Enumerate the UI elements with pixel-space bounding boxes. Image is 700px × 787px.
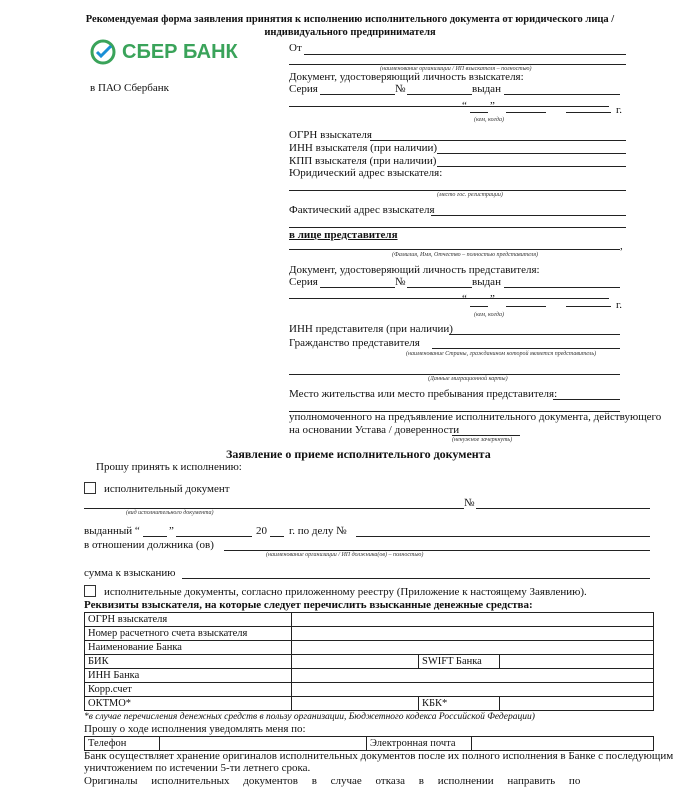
issued-day-field[interactable] [143, 536, 167, 537]
logo-text: СБЕР БАНК [122, 40, 238, 63]
basis-field[interactable] [452, 435, 520, 436]
exec-doc-number-label: № [464, 497, 475, 509]
rep-doc-series-field[interactable] [320, 287, 395, 288]
debtor-field[interactable] [224, 550, 650, 551]
exec-doc-checkbox[interactable] [84, 482, 96, 494]
representative-label: в лице представителя [289, 229, 398, 241]
rep-doc-year-field[interactable] [566, 306, 611, 307]
citizenship-label: Гражданство представителя [289, 337, 420, 349]
legal-address-field[interactable] [289, 190, 626, 191]
rep-doc-label: Документ, удостоверяющий личность представителя: [289, 264, 540, 276]
sber-logo [90, 38, 238, 66]
notify-table [84, 736, 654, 751]
req-bik-label: БИК [85, 655, 292, 669]
kpp-label: КПП взыскателя (при наличии) [289, 155, 437, 167]
rep-doc-issued: выдан [472, 276, 501, 288]
rep-doc-series: Серия [289, 276, 318, 288]
issued-month-field[interactable] [176, 536, 252, 537]
rep-doc-number-field[interactable] [407, 287, 472, 288]
exec-doc-number-field[interactable] [476, 508, 650, 509]
req-swift-label: SWIFT Банка [419, 655, 500, 669]
req-corr-label: Корр.счет [85, 683, 292, 697]
footnote: *в случае перечисления денежных средств в пользу организации, Бюджетного кодекса Российской Федерации) [84, 712, 535, 722]
kpp-field[interactable] [437, 166, 626, 167]
actual-address-field-2[interactable] [289, 227, 626, 228]
notify-label: Прошу о ходе исполнения уведомлять меня по: [84, 723, 306, 735]
basis-hint: (ненужное зачеркнуть) [452, 437, 513, 443]
rep-inn-label: ИНН представителя (при наличии) [289, 323, 453, 335]
rep-inn-field[interactable] [449, 334, 620, 335]
from-field[interactable] [304, 54, 626, 55]
req-corr-field[interactable] [292, 683, 654, 697]
representative-hint: (Фамилия, Имя, Отчество – полностью представителя) [392, 252, 539, 258]
issued-mid: ” [169, 525, 174, 537]
exec-doc-hint: (вид исполнительного документа) [126, 510, 214, 516]
table-row [85, 613, 654, 627]
ogrn-field[interactable] [370, 140, 626, 141]
case-label: г. по делу № [289, 525, 347, 537]
req-ogrn-label: ОГРН взыскателя [85, 613, 292, 627]
requisites-title: Реквизиты взыскателя, на которые следует перечислить взысканные денежные средства: [84, 599, 533, 611]
authorized-text: уполномоченного на предъявление исполнительного документа, действующего [289, 411, 662, 423]
doc1-year: г. [616, 104, 623, 116]
req-inn-bank-field[interactable] [292, 669, 654, 683]
migration-card-hint: (Данные миграционной карты) [428, 376, 508, 382]
exec-doc-type-field[interactable] [84, 508, 464, 509]
doc1-series: Серия [289, 83, 318, 95]
legal-address-hint: (место гос. регистрации) [437, 192, 503, 198]
closing-line1: Банк осуществляет хранение оригиналов исполнительных документов после их полного исполнения в Банке с последующим [84, 750, 674, 762]
issued-year20: 20 [256, 525, 267, 537]
rep-doc-hint: (кем, когда) [474, 312, 504, 318]
doc1-year-field[interactable] [566, 112, 611, 113]
req-ogrn-field[interactable] [292, 613, 654, 627]
inn-label: ИНН взыскателя (при наличии) [289, 142, 438, 154]
form-title-line1: Рекомендуемая форма заявления принятия к исполнению исполнительного документа от юридического лица / [85, 14, 615, 25]
migration-card-field[interactable] [289, 374, 620, 375]
rep-doc-year: г. [616, 299, 623, 311]
closing-line3: Оригиналы исполнительных документов в случае отказа в исполнении направить по [84, 775, 581, 787]
doc1-month-field[interactable] [506, 112, 546, 113]
basis-text: на основании Устава / доверенности [289, 424, 460, 436]
rep-doc-date-open: “ [462, 293, 467, 305]
req-bank-name-label: Наименование Банка [85, 641, 292, 655]
req-kbk-label: КБК* [419, 697, 500, 711]
doc1-issued: выдан [472, 83, 501, 95]
doc1-date-close: ” [490, 100, 495, 112]
from-hint: (наименование организации / ИП взыскателя – полностью) [380, 66, 532, 72]
req-bik-field[interactable] [292, 655, 419, 669]
amount-field[interactable] [182, 578, 650, 579]
inn-field[interactable] [437, 153, 626, 154]
actual-address-field[interactable] [431, 215, 626, 216]
table-row [85, 683, 654, 697]
issued-label: выданный “ [84, 525, 140, 537]
rep-doc-date-close: ” [490, 293, 495, 305]
notify-phone-field[interactable] [160, 737, 367, 751]
doc1-hint: (кем, когда) [474, 117, 504, 123]
representative-comma: , [620, 240, 623, 252]
req-account-label: Номер расчетного счета взыскателя [85, 627, 292, 641]
notify-email-label: Электронная почта [367, 737, 472, 751]
closing-line2: уничтожением по истечении 5-ти летнего срока. [84, 762, 311, 774]
doc1-issued-field-2[interactable] [289, 106, 609, 107]
req-oktmo-field[interactable] [292, 697, 419, 711]
doc1-date-open: “ [462, 100, 467, 112]
doc1-day-field[interactable] [470, 112, 488, 113]
registry-label: исполнительные документы, согласно приложенному реестру (Приложение к настоящему Заявлению). [104, 586, 587, 598]
debtor-label: в отношении должника (ов) [84, 539, 214, 551]
registry-checkbox[interactable] [84, 585, 96, 597]
amount-label: сумма к взысканию [84, 567, 176, 579]
residence-field[interactable] [553, 399, 620, 400]
actual-address-label: Фактический адрес взыскателя [289, 204, 435, 216]
table-row [85, 669, 654, 683]
sber-logo-icon [90, 39, 116, 65]
req-account-field[interactable] [292, 627, 654, 641]
rep-doc-number: № [395, 276, 406, 288]
req-bank-name-field[interactable] [292, 641, 654, 655]
exec-doc-label: исполнительный документ [104, 483, 230, 495]
statement-title: Заявление о приеме исполнительного документа [226, 447, 491, 461]
req-inn-bank-label: ИНН Банка [85, 669, 292, 683]
req-kbk-field[interactable] [500, 697, 654, 711]
bank-name: в ПАО Сбербанк [90, 82, 169, 94]
rep-doc-day-field[interactable] [470, 306, 488, 307]
doc1-issued-field[interactable] [504, 94, 620, 95]
table-row [85, 737, 654, 751]
citizenship-hint: (наименование Страны, гражданином которой является представитель) [406, 351, 597, 357]
doc1-number-field[interactable] [407, 94, 472, 95]
case-number-field[interactable] [356, 536, 650, 537]
table-row [85, 655, 654, 669]
rep-doc-month-field[interactable] [506, 306, 546, 307]
legal-address-label: Юридический адрес взыскателя: [289, 167, 443, 179]
issued-year-field[interactable] [270, 536, 284, 537]
residence-label: Место жительства или место пребывания представителя: [289, 388, 558, 400]
doc1-label: Документ, удостоверяющий личность взыскателя: [289, 71, 524, 83]
from-label: От [289, 42, 302, 54]
req-oktmo-label: ОКТМО* [85, 697, 292, 711]
form-title-line2: индивидуального предпринимателя [264, 27, 436, 38]
table-row [85, 697, 654, 711]
from-field-2[interactable] [289, 64, 626, 65]
ogrn-label: ОГРН взыскателя [289, 129, 372, 141]
representative-name-field[interactable] [289, 249, 620, 250]
doc1-series-field[interactable] [320, 94, 395, 95]
rep-doc-issued-field-2[interactable] [289, 298, 609, 299]
table-row [85, 627, 654, 641]
citizenship-field[interactable] [432, 348, 620, 349]
notify-email-field[interactable] [472, 737, 654, 751]
doc1-number: № [395, 83, 406, 95]
debtor-hint: (наименование организации / ИП должника(ов) – полностью) [266, 552, 424, 558]
request-text: Прошу принять к исполнению: [96, 461, 242, 473]
rep-doc-issued-field[interactable] [504, 287, 620, 288]
req-swift-field[interactable] [500, 655, 654, 669]
table-row [85, 641, 654, 655]
requisites-table [84, 612, 654, 711]
notify-phone-label: Телефон [85, 737, 160, 751]
